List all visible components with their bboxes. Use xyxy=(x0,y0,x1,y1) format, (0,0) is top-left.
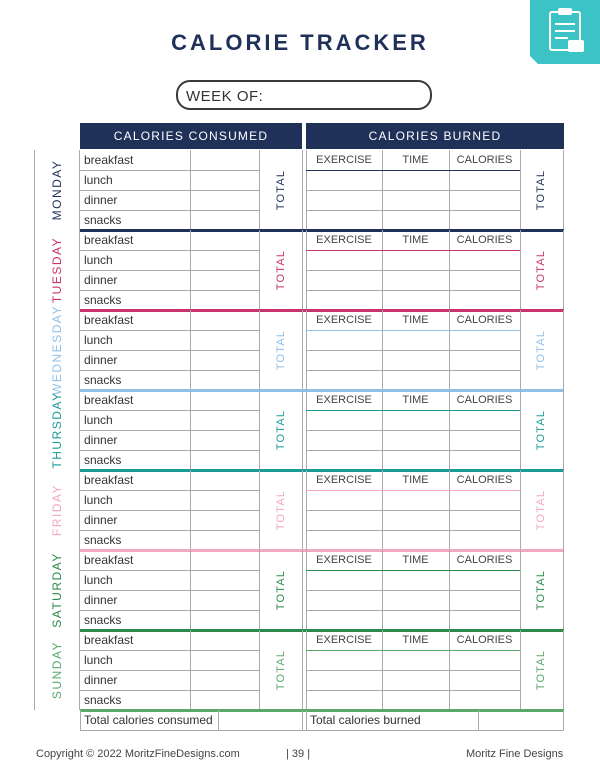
exercise-header: TIME xyxy=(402,394,429,406)
day-total-burned[interactable] xyxy=(520,470,564,550)
exercise-header: TIME xyxy=(402,634,429,646)
meal-calories-cell[interactable] xyxy=(191,670,260,690)
meal-label: dinner xyxy=(80,510,191,530)
total-label: TOTAL xyxy=(535,569,547,611)
total-label: TOTAL xyxy=(275,249,287,291)
meal-calories-cell[interactable] xyxy=(191,310,260,330)
day-total-burned[interactable] xyxy=(520,550,564,630)
exercise-header: EXERCISE xyxy=(316,394,372,406)
day-total-burned[interactable] xyxy=(520,390,564,470)
day-total-consumed[interactable] xyxy=(260,630,302,710)
day-name-label: WEDNESDAY xyxy=(50,305,64,395)
total-label: TOTAL xyxy=(275,409,287,451)
total-label: TOTAL xyxy=(535,409,547,451)
meal-calories-cell[interactable] xyxy=(191,410,260,430)
week-of-label: WEEK OF: xyxy=(186,88,264,105)
day-total-consumed[interactable] xyxy=(260,550,302,630)
meal-label: dinner xyxy=(80,270,191,290)
meal-label: breakfast xyxy=(80,230,191,250)
meal-calories-cell[interactable] xyxy=(191,290,260,310)
meal-calories-cell[interactable] xyxy=(191,270,260,290)
day-name xyxy=(34,390,80,470)
day-total-consumed[interactable] xyxy=(260,150,302,230)
meal-label: breakfast xyxy=(80,390,191,410)
day-name-label: SATURDAY xyxy=(50,552,64,628)
meal-label: lunch xyxy=(80,410,191,430)
day-name-label: TUESDAY xyxy=(50,236,64,304)
exercise-header: CALORIES xyxy=(456,234,513,246)
total-label: TOTAL xyxy=(535,489,547,531)
footer-copyright: Copyright © 2022 MoritzFineDesigns.com xyxy=(36,748,240,760)
day-name xyxy=(34,630,80,710)
meal-calories-cell[interactable] xyxy=(191,390,260,410)
day-block xyxy=(34,305,564,395)
meal-calories-cell[interactable] xyxy=(191,230,260,250)
meal-calories-cell[interactable] xyxy=(191,470,260,490)
meal-calories-cell[interactable] xyxy=(191,170,260,190)
meal-label: snacks xyxy=(80,530,191,550)
calories-burned-header: CALORIES BURNED xyxy=(306,123,564,149)
clipboard-scale-icon xyxy=(530,0,600,64)
total-label: TOTAL xyxy=(535,249,547,291)
exercise-header: CALORIES xyxy=(456,554,513,566)
exercise-header: EXERCISE xyxy=(316,474,372,486)
meal-label: lunch xyxy=(80,490,191,510)
week-of-field[interactable] xyxy=(176,80,432,110)
exercise-header: EXERCISE xyxy=(316,314,372,326)
total-label: TOTAL xyxy=(275,329,287,371)
total-label: TOTAL xyxy=(275,169,287,211)
day-total-consumed[interactable] xyxy=(260,310,302,390)
meal-label: dinner xyxy=(80,590,191,610)
meal-calories-cell[interactable] xyxy=(191,530,260,550)
meal-label: snacks xyxy=(80,370,191,390)
exercise-header: TIME xyxy=(402,154,429,166)
day-block xyxy=(34,150,564,230)
page-number: | 39 | xyxy=(286,748,311,760)
exercise-header: TIME xyxy=(402,554,429,566)
day-total-consumed[interactable] xyxy=(260,390,302,470)
meal-calories-cell[interactable] xyxy=(191,570,260,590)
total-label: TOTAL xyxy=(535,169,547,211)
meal-label: lunch xyxy=(80,570,191,590)
meal-label: lunch xyxy=(80,170,191,190)
meal-calories-cell[interactable] xyxy=(191,210,260,230)
day-name-label: SUNDAY xyxy=(50,640,64,700)
meal-label: breakfast xyxy=(80,310,191,330)
exercise-header: CALORIES xyxy=(456,394,513,406)
meal-label: snacks xyxy=(80,450,191,470)
total-burned-label: Total calories burned xyxy=(310,713,421,727)
meal-calories-cell[interactable] xyxy=(191,190,260,210)
meal-label: breakfast xyxy=(80,470,191,490)
day-block xyxy=(34,390,564,470)
exercise-header: TIME xyxy=(402,234,429,246)
meal-label: breakfast xyxy=(80,550,191,570)
meal-label: dinner xyxy=(80,190,191,210)
day-total-burned[interactable] xyxy=(520,310,564,390)
day-block xyxy=(34,630,564,710)
meal-label: breakfast xyxy=(80,150,191,170)
day-name xyxy=(34,305,80,395)
exercise-header: TIME xyxy=(402,474,429,486)
meal-label: snacks xyxy=(80,210,191,230)
meal-calories-cell[interactable] xyxy=(191,350,260,370)
meal-calories-cell[interactable] xyxy=(191,550,260,570)
exercise-header: EXERCISE xyxy=(316,554,372,566)
exercise-header: TIME xyxy=(402,314,429,326)
meal-calories-cell[interactable] xyxy=(191,510,260,530)
total-consumed-label: Total calories consumed xyxy=(84,713,213,727)
exercise-header: CALORIES xyxy=(456,634,513,646)
meal-label: lunch xyxy=(80,650,191,670)
meal-calories-cell[interactable] xyxy=(191,330,260,350)
day-block xyxy=(34,470,564,550)
meal-label: dinner xyxy=(80,430,191,450)
meal-calories-cell[interactable] xyxy=(191,370,260,390)
exercise-header: EXERCISE xyxy=(316,634,372,646)
day-name xyxy=(34,150,80,230)
exercise-header: CALORIES xyxy=(456,314,513,326)
meal-calories-cell[interactable] xyxy=(191,250,260,270)
exercise-header: EXERCISE xyxy=(316,234,372,246)
meal-label: snacks xyxy=(80,690,191,710)
day-name xyxy=(34,230,80,310)
meal-label: dinner xyxy=(80,350,191,370)
total-label: TOTAL xyxy=(535,649,547,691)
day-name-label: MONDAY xyxy=(50,159,64,221)
total-label: TOTAL xyxy=(275,489,287,531)
day-total-burned[interactable] xyxy=(520,630,564,710)
meal-calories-cell[interactable] xyxy=(191,610,260,630)
meal-calories-cell[interactable] xyxy=(191,690,260,710)
page-title: CALORIE TRACKER xyxy=(171,30,429,55)
calories-consumed-header: CALORIES CONSUMED xyxy=(80,123,302,149)
meal-label: breakfast xyxy=(80,630,191,650)
exercise-header: CALORIES xyxy=(456,154,513,166)
meal-calories-cell[interactable] xyxy=(191,650,260,670)
meal-calories-cell[interactable] xyxy=(191,150,260,170)
day-total-burned[interactable] xyxy=(520,150,564,230)
day-total-consumed[interactable] xyxy=(260,230,302,310)
day-name-label: THURSDAY xyxy=(50,391,64,469)
meal-label: lunch xyxy=(80,330,191,350)
meal-calories-cell[interactable] xyxy=(191,450,260,470)
meal-label: lunch xyxy=(80,250,191,270)
day-name xyxy=(34,550,80,630)
exercise-header: CALORIES xyxy=(456,474,513,486)
meal-calories-cell[interactable] xyxy=(191,590,260,610)
day-total-consumed[interactable] xyxy=(260,470,302,550)
day-total-burned[interactable] xyxy=(520,230,564,310)
total-label: TOTAL xyxy=(275,569,287,611)
total-label: TOTAL xyxy=(535,329,547,371)
meal-label: snacks xyxy=(80,290,191,310)
footer-brand: Moritz Fine Designs xyxy=(466,748,564,760)
meal-calories-cell[interactable] xyxy=(191,430,260,450)
total-label: TOTAL xyxy=(275,649,287,691)
day-name-label: FRIDAY xyxy=(50,483,64,537)
meal-calories-cell[interactable] xyxy=(191,630,260,650)
day-block xyxy=(34,550,564,630)
meal-label: dinner xyxy=(80,670,191,690)
meal-calories-cell[interactable] xyxy=(191,490,260,510)
exercise-header: EXERCISE xyxy=(316,154,372,166)
meal-label: snacks xyxy=(80,610,191,630)
day-name xyxy=(34,470,80,550)
day-block xyxy=(34,230,564,310)
